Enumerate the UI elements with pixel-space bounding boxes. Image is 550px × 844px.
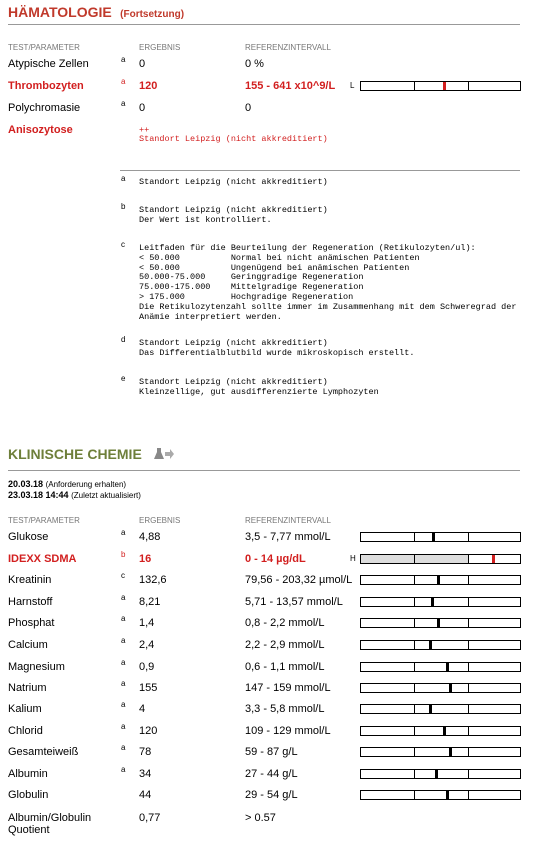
reference-range: 59 - 87 g/L [245, 746, 298, 758]
range-marker [435, 770, 438, 778]
param-value: 16 [139, 553, 152, 565]
footnote-marker: a [121, 614, 126, 623]
range-marker [437, 619, 440, 627]
param-value: 1,4 [139, 617, 155, 629]
range-bar [360, 640, 521, 650]
range-divider [414, 663, 415, 671]
range-marker [429, 705, 432, 713]
reference-range: 147 - 159 mmol/L [245, 682, 331, 694]
footnote-marker: a [121, 765, 126, 774]
range-bar [360, 790, 521, 800]
footnote-marker: b [121, 550, 126, 559]
param-name: Harnstoff [8, 596, 53, 608]
range-divider [414, 619, 415, 627]
range-divider [414, 598, 415, 606]
range-divider [414, 705, 415, 713]
range-bar [360, 532, 521, 542]
param-value: 155 [139, 682, 158, 694]
reference-range: 27 - 44 g/L [245, 768, 298, 780]
range-divider [468, 663, 469, 671]
range-divider [414, 684, 415, 692]
footnote-marker: a [121, 77, 126, 86]
param-value: ++ [139, 125, 150, 135]
range-divider [468, 684, 469, 692]
range-divider [468, 619, 469, 627]
range-bar [360, 618, 521, 628]
range-divider [414, 82, 415, 90]
footnote-text: Standort Leipzig (nicht akkreditiert) Kleinzellige, gut ausdifferenzierte Lymphozyten [139, 377, 379, 397]
reference-range: 0,6 - 1,1 mmol/L [245, 661, 325, 673]
range-marker [432, 533, 435, 541]
param-name: Chlorid [8, 725, 43, 737]
range-marker [492, 555, 495, 563]
param-name: IDEXX SDMA [8, 553, 77, 565]
chemistry-header [8, 446, 174, 466]
range-marker [446, 663, 449, 671]
footnote-marker: c [121, 571, 125, 580]
param-name: Phosphat [8, 617, 55, 629]
range-divider [414, 533, 415, 541]
reference-range: 109 - 129 mmol/L [245, 725, 331, 737]
footnote-text: Standort Leipzig (nicht akkreditiert) [139, 177, 328, 187]
param-name: Polychromasie [8, 102, 81, 114]
footnote-marker: a [121, 700, 126, 709]
range-marker [449, 748, 452, 756]
range-segment [415, 555, 468, 563]
range-divider [468, 727, 469, 735]
col-header-ref: REFERENZINTERVALL [245, 43, 331, 52]
divider [8, 470, 520, 471]
reference-range: 155 - 641 x10^9/L [245, 80, 336, 92]
range-divider [468, 748, 469, 756]
param-value: 44 [139, 789, 152, 801]
footnote-marker: a [121, 636, 126, 645]
param-note: Standort Leipzig (nicht akkreditiert) [139, 134, 328, 144]
param-name: Kalium [8, 703, 42, 715]
range-bar [360, 704, 521, 714]
col-header-param: TEST/PARAMETER [8, 43, 80, 52]
param-name: Calcium [8, 639, 48, 651]
range-divider [414, 727, 415, 735]
haematology-header [8, 4, 184, 22]
range-divider [468, 770, 469, 778]
param-value: 120 [139, 80, 158, 92]
divider [8, 24, 520, 25]
range-marker [446, 791, 449, 799]
reference-range: > 0.57 [245, 812, 276, 824]
range-bar [360, 81, 521, 91]
footnote-marker: a [121, 528, 126, 537]
range-divider [414, 770, 415, 778]
reference-range: 29 - 54 g/L [245, 789, 298, 801]
param-value: 8,21 [139, 596, 161, 608]
reference-range: 2,2 - 2,9 mmol/L [245, 639, 325, 651]
range-marker [443, 727, 446, 735]
update-date: 23.03.18 14:44 (Zuletzt aktualisiert) [8, 490, 141, 500]
footnote-letter: d [121, 335, 126, 344]
param-name: Gesamteiweiß [8, 746, 79, 758]
param-value: 34 [139, 768, 152, 780]
flag-high: H [350, 554, 356, 563]
reference-range: 0,8 - 2,2 mmol/L [245, 617, 325, 629]
param-name: Albumin [8, 768, 48, 780]
param-value: 0,77 [139, 812, 161, 824]
param-value: 0,9 [139, 661, 155, 673]
range-marker [431, 598, 434, 606]
range-marker [449, 684, 452, 692]
range-marker [437, 576, 440, 584]
range-bar [360, 662, 521, 672]
section-subtitle: (Fortsetzung) [120, 9, 185, 20]
range-divider [468, 705, 469, 713]
footnote-letter: a [121, 174, 126, 183]
footnote-text: Leitfaden für die Beurteilung der Regeneration (Retikulozyten/ul): < 50.000 Normal bei nicht anämischen Patienten < 50.000 Ungenügend bei anämischen Patienten 50.000-75.000 Geringgradige Regeneration 75.000-175.000 Mittelgradige Regeneration > 175.000 Hochgradige Regeneration Die Retikulozytenzahl sollte immer im Zusammenhang mit dem Schweregrad der Anämie interpretiert werden. [139, 243, 517, 322]
param-value: 0 [139, 102, 146, 114]
range-divider [468, 576, 469, 584]
range-bar [360, 554, 521, 564]
param-value: 2,4 [139, 639, 155, 651]
range-marker [443, 82, 446, 90]
footnote-marker: a [121, 658, 126, 667]
range-bar [360, 597, 521, 607]
reference-range: 3,5 - 7,77 mmol/L [245, 531, 331, 543]
footnote-marker: a [121, 593, 126, 602]
range-divider [468, 555, 469, 563]
range-bar [360, 683, 521, 693]
range-divider [414, 748, 415, 756]
flask-arrow-icon[interactable] [154, 447, 174, 466]
reference-range: 5,71 - 13,57 mmol/L [245, 596, 343, 608]
range-divider [468, 533, 469, 541]
col-header-result: ERGEBNIS [139, 516, 181, 525]
footnote-marker: a [121, 743, 126, 752]
param-value: 78 [139, 746, 152, 758]
reference-range: 0 % [245, 58, 264, 70]
footnote-letter: e [121, 374, 126, 383]
param-name: Albumin/Globulin Quotient [8, 812, 92, 836]
range-marker [429, 641, 432, 649]
footnote-marker: a [121, 679, 126, 688]
range-divider [414, 555, 415, 563]
reference-range: 79,56 - 203,32 µmol/L [245, 574, 353, 586]
range-divider [468, 791, 469, 799]
param-name: Natrium [8, 682, 47, 694]
col-header-ref: REFERENZINTERVALL [245, 516, 331, 525]
param-value: 4,88 [139, 531, 161, 543]
range-divider [468, 82, 469, 90]
range-segment [361, 555, 414, 563]
reference-range: 3,3 - 5,8 mmol/L [245, 703, 325, 715]
footnote-divider [120, 170, 520, 171]
range-bar [360, 747, 521, 757]
param-name: Magnesium [8, 661, 65, 673]
range-divider [414, 576, 415, 584]
col-header-param: TEST/PARAMETER [8, 516, 80, 525]
section-title: KLINISCHE CHEMIE [8, 446, 142, 462]
range-divider [468, 641, 469, 649]
param-name: Kreatinin [8, 574, 52, 586]
footnote-marker: a [121, 722, 126, 731]
range-divider [468, 598, 469, 606]
range-bar [360, 575, 521, 585]
param-name: Globulin [8, 789, 49, 801]
col-header-result: ERGEBNIS [139, 43, 181, 52]
footnote-letter: b [121, 202, 126, 211]
param-value: 4 [139, 703, 146, 715]
section-title: HÄMATOLOGIE [8, 4, 112, 20]
param-value: 132,6 [139, 574, 167, 586]
param-value: 120 [139, 725, 158, 737]
reference-range: 0 [245, 102, 252, 114]
param-name: Atypische Zellen [8, 58, 89, 70]
footnote-marker: a [121, 55, 126, 64]
footnote-text: Standort Leipzig (nicht akkreditiert) Der Wert ist kontrolliert. [139, 205, 328, 225]
range-divider [414, 791, 415, 799]
request-date: 20.03.18 (Anforderung erhalten) [8, 479, 127, 489]
reference-range: 0 - 14 µg/dL [245, 553, 306, 565]
param-name: Glukose [8, 531, 49, 543]
footnote-letter: c [121, 240, 125, 249]
param-value: 0 [139, 58, 146, 70]
param-name: Anisozytose [8, 124, 73, 136]
range-bar [360, 726, 521, 736]
flag-low: L [350, 81, 355, 90]
footnote-text: Standort Leipzig (nicht akkreditiert) Das Differentialblutbild wurde mikroskopisch erstellt. [139, 338, 415, 358]
range-bar [360, 769, 521, 779]
param-name: Thrombozyten [8, 80, 84, 92]
footnote-marker: a [121, 99, 126, 108]
range-divider [414, 641, 415, 649]
